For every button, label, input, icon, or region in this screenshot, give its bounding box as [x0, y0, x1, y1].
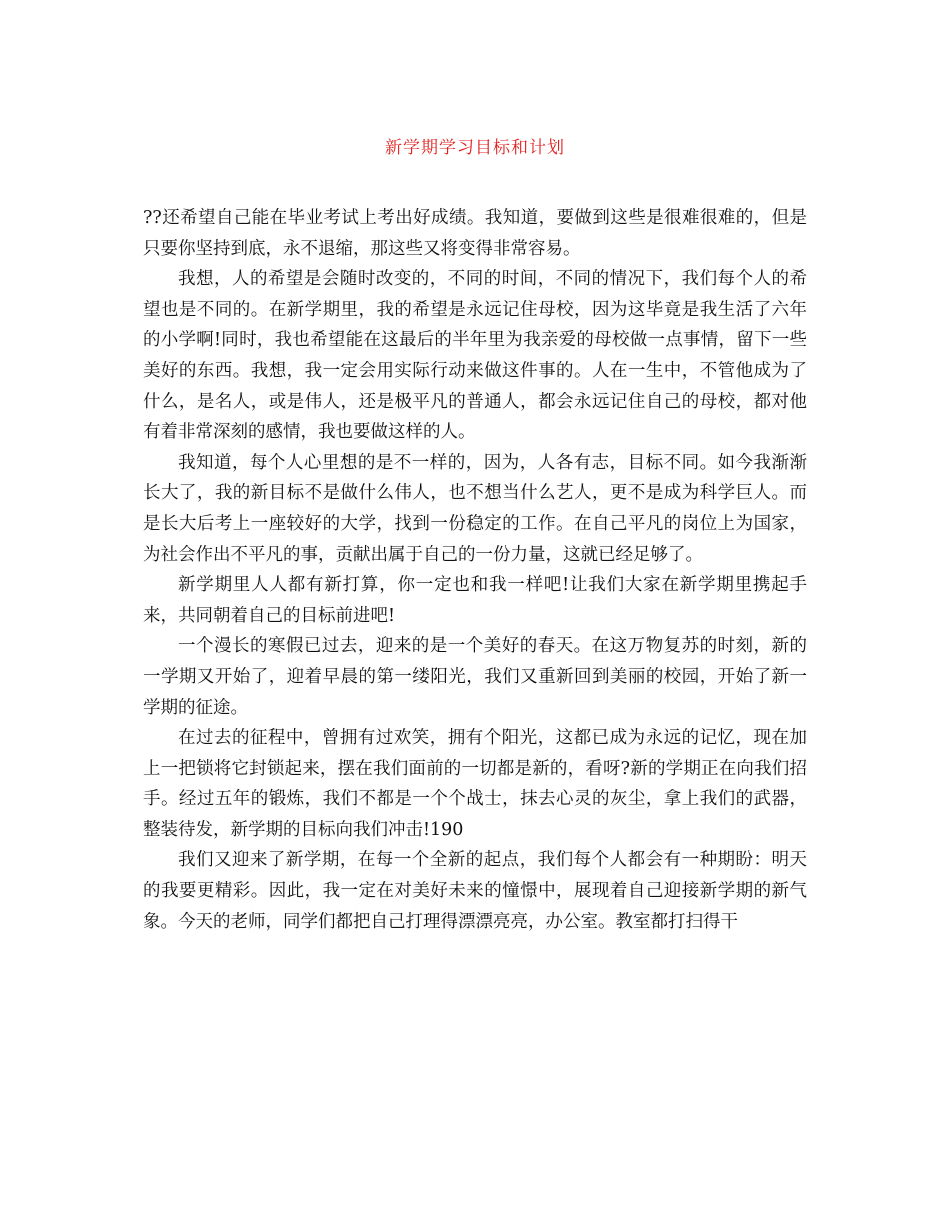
document-body [143, 203, 807, 937]
paragraph: 在过去的征程中，曾拥有过欢笑，拥有个阳光，这都已成为永远的记忆，现在加上一把锁将它封锁起来，摆在我们面前的一切都是新的，看呀?新的学期正在向我们招手。经过五年的锻炼，我们不都是一个个战士，抹去心灵的灰尘，拿上我们的武器，整装待发，新学期的目标向我们冲击!190 [143, 728, 807, 840]
document-title: 新学期学习目标和计划 [385, 138, 565, 158]
paragraph: 我知道，每个人心里想的是不一样的，因为，人各有志，目标不同。如今我渐渐长大了，我的新目标不是做什么伟人，也不想当什么艺人，更不是成为科学巨人。而是长大后考上一座较好的大学，找到一份稳定的工作。在自己平凡的岗位上为国家，为社会作出不平凡的事，贡献出属于自己的一份力量，这就已经足够了。 [143, 452, 807, 565]
paragraph: ??还希望自己能在毕业考试上考出好成绩。我知道，要做到这些是很难很难的，但是只要你坚持到底，永不退缩，那这些又将变得非常容易。 [143, 208, 807, 259]
paragraph: 新学期里人人都有新打算，你一定也和我一样吧!让我们大家在新学期里携起手来，共同朝着自己的目标前进吧! [143, 575, 807, 626]
paragraph: 一个漫长的寒假已过去，迎来的是一个美好的春天。在这万物复苏的时刻，新的一学期又开始了，迎着早晨的第一缕阳光，我们又重新回到美丽的校园，开始了新一学期的征途。 [143, 636, 807, 718]
paragraph: 我们又迎来了新学期，在每一个全新的起点，我们每个人都会有一种期盼：明天的我要更精彩。因此，我一定在对美好未来的憧憬中，展现着自己迎接新学期的新气象。今天的老师，同学们都把自己打理得漂漂亮亮，办公室。教室都打扫得干 [143, 850, 807, 932]
paragraph: 我想，人的希望是会随时改变的，不同的时间，不同的情况下，我们每个人的希望也是不同的。在新学期里，我的希望是永远记住母校，因为这毕竟是我生活了六年的小学啊!同时，我也希望能在这最后的半年里为我亲爱的母校做一点事情，留下一些美好的东西。我想，我一定会用实际行动来做这件事的。人在一生中，不管他成为了什么，是名人，或是伟人，还是极平凡的普通人，都会永远记住自己的母校，都对他有着非常深刻的感情，我也要做这样的人。 [143, 269, 807, 443]
